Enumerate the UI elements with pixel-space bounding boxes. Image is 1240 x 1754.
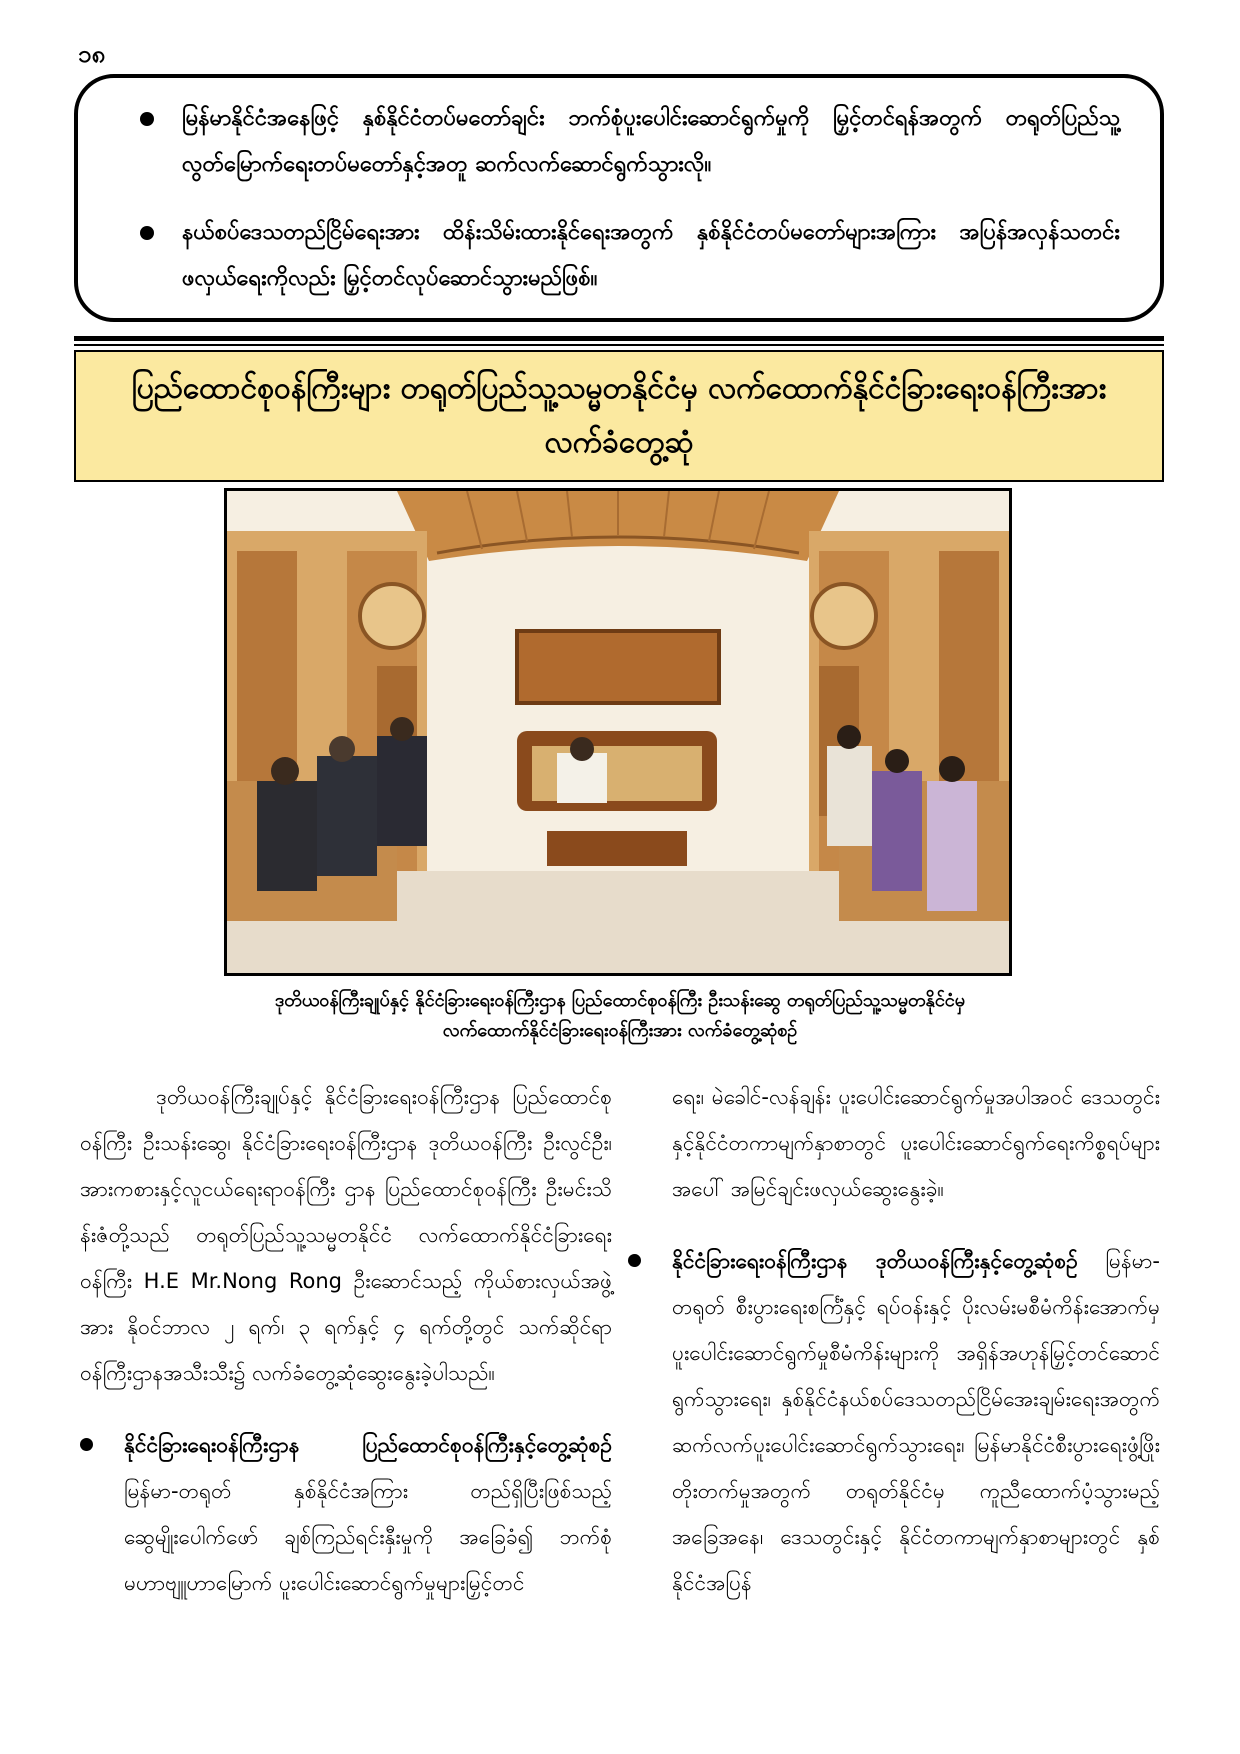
article-headline bbox=[74, 350, 1164, 482]
right-column bbox=[628, 1074, 1160, 1606]
summary-bullet-text: နယ်စပ်ဒေသတည်ငြိမ်ရေးအား ထိန်းသိမ်းထားနိုင်ရေးအတွက် နှစ်နိုင်ငံတပ်မတော်များအကြား အပြန်အလှန်သတင်းဖလှယ်ရေးကိုလည်း မြှင့်တင်လုပ်ဆောင်သွားမည်ဖြစ်။ bbox=[182, 220, 1120, 291]
divider-thick bbox=[74, 336, 1164, 341]
intro-paragraph: ဒုတိယဝန်ကြီးချုပ်နှင့် နိုင်ငံခြားရေးဝန်ကြီးဌာန ပြည်ထောင်စုဝန်ကြီး ဦးသန်းဆွေ၊ နိုင်ငံခြားရေးဝန်ကြီးဌာန ဒုတိယဝန်ကြီး ဦးလွင်ဦး၊ အားကစားနှင့်လူငယ်ရေးရာဝန်ကြီး ဌာန ပြည်ထောင်စုဝန်ကြီး ဦးမင်းသိန်းဇံတို့သည် တရုတ်ပြည်သူ့သမ္မတနိုင်ငံ လက်ထောက်နိုင်ငံခြားရေးဝန်ကြီး H.E Mr.Nong Rong ဦးဆောင်သည့် ကိုယ်စားလှယ်အဖွဲ့အား နိုဝင်ဘာလ ၂ ရက်၊ ၃ ရက်နှင့် ၄ ရက်တို့တွင် သက်ဆိုင်ရာဝန်ကြီးဌာနအသီးသီး၌ လက်ခံတွေ့ဆုံဆွေးနွေးခဲ့ပါသည်။ bbox=[80, 1085, 612, 1385]
meeting-bullet bbox=[628, 1238, 1160, 1606]
meeting-room-illustration bbox=[227, 491, 1009, 973]
bullet-dot-icon bbox=[80, 1438, 93, 1451]
bullet-dot-icon bbox=[140, 112, 154, 126]
bullet-dot-icon bbox=[628, 1254, 641, 1267]
photo-caption bbox=[180, 986, 1060, 1046]
meeting-photo bbox=[224, 488, 1012, 976]
continuation-paragraph: ရေး၊ မဲခေါင်-လန်ချန်း ပူးပေါင်းဆောင်ရွက်မှုအပါအဝင် ဒေသတွင်းနှင့်နိုင်ငံတကာမျက်နှာစာတွင် ပူးပေါင်းဆောင်ရွက်ရေးကိစ္စရပ်များအပေါ် အမြင်ချင်းဖလှယ်ဆွေးနွေးခဲ့။ bbox=[672, 1085, 1160, 1201]
bullet-body: မြန်မာ-တရုတ် စီးပွားရေးစင်္ကြံနှင့် ရပ်ဝန်းနှင့် ပိုးလမ်းမစီမံကိန်းအောက်မှ ပူးပေါင်းဆောင်ရွက်မှုစီမံကိန်းများကို အရှိန်အဟုန်မြှင့်တင်ဆောင်ရွက်သွားရေး၊ နှစ်နိုင်ငံနယ်စပ်ဒေသတည်ငြိမ်အေးချမ်းရေးအတွက် ဆက်လက်ပူးပေါင်းဆောင်ရွက်သွားရေး၊ မြန်မာနိုင်ငံစီးပွားရေးဖွံ့ဖြိုးတိုးတက်မှုအတွက် တရုတ်နိုင်ငံမှ ကူညီထောက်ပံ့သွားမည့်အခြေအနေ၊ ဒေသတွင်းနှင့် နိုင်ငံတကာမျက်နှာစာများတွင် နှစ်နိုင်ငံအပြန် bbox=[672, 1249, 1160, 1595]
left-column bbox=[80, 1074, 612, 1606]
bullet-dot-icon bbox=[140, 226, 154, 240]
summary-bullet-text: မြန်မာနိုင်ငံအနေဖြင့် နှစ်နိုင်ငံတပ်မတော်ချင်း ဘက်စုံပူးပေါင်းဆောင်ရွက်မှုကို မြှင့်တင်ရန်အတွက် တရုတ်ပြည်သူ့လွတ်မြောက်ရေးတပ်မတော်နှင့်အတူ ဆက်လက်ဆောင်ရွက်သွားလို။ bbox=[182, 106, 1120, 177]
bullet-lead: နိုင်ငံခြားရေးဝန်ကြီးဌာန ပြည်ထောင်စုဝန်ကြီးနှင့်တွေ့ဆုံစဉ် bbox=[124, 1433, 612, 1457]
headline-text: ပြည်ထောင်စုဝန်ကြီးများ တရုတ်ပြည်သူ့သမ္မတနိုင်ငံမှ လက်ထောက်နိုင်ငံခြားရေးဝန်ကြီးအား လက်ခံတွေ့ဆုံ bbox=[131, 371, 1107, 460]
summary-bullet bbox=[126, 210, 1120, 302]
summary-box bbox=[74, 74, 1164, 322]
caption-line: လက်ထောက်နိုင်ငံခြားရေးဝန်ကြီးအား လက်ခံတွေ့ဆုံစဉ် bbox=[442, 1020, 798, 1041]
divider-thin bbox=[74, 344, 1164, 346]
meeting-bullet bbox=[80, 1422, 612, 1606]
bullet-lead: နိုင်ငံခြားရေးဝန်ကြီးဌာန ဒုတိယဝန်ကြီးနှင့်တွေ့ဆုံစဉ် bbox=[672, 1249, 1078, 1273]
summary-bullet bbox=[126, 96, 1120, 188]
caption-line: ဒုတိယဝန်ကြီးချုပ်နှင့် နိုင်ငံခြားရေးဝန်ကြီးဌာန ပြည်ထောင်စုဝန်ကြီး ဦးသန်းဆွေ တရုတ်ပြည်သူ့သမ္မတနိုင်ငံမှ bbox=[274, 990, 966, 1011]
page-number: ၁၈ bbox=[78, 40, 106, 68]
bullet-body: မြန်မာ-တရုတ် နှစ်နိုင်ငံအကြား တည်ရှိပြီးဖြစ်သည့် ဆွေမျိုးပေါက်ဖော် ချစ်ကြည်ရင်းနှီးမှုကို အခြေခံ၍ ဘက်စုံမဟာဗျူဟာမြောက် ပူးပေါင်းဆောင်ရွက်မှုများမြှင့်တင် bbox=[124, 1479, 612, 1595]
